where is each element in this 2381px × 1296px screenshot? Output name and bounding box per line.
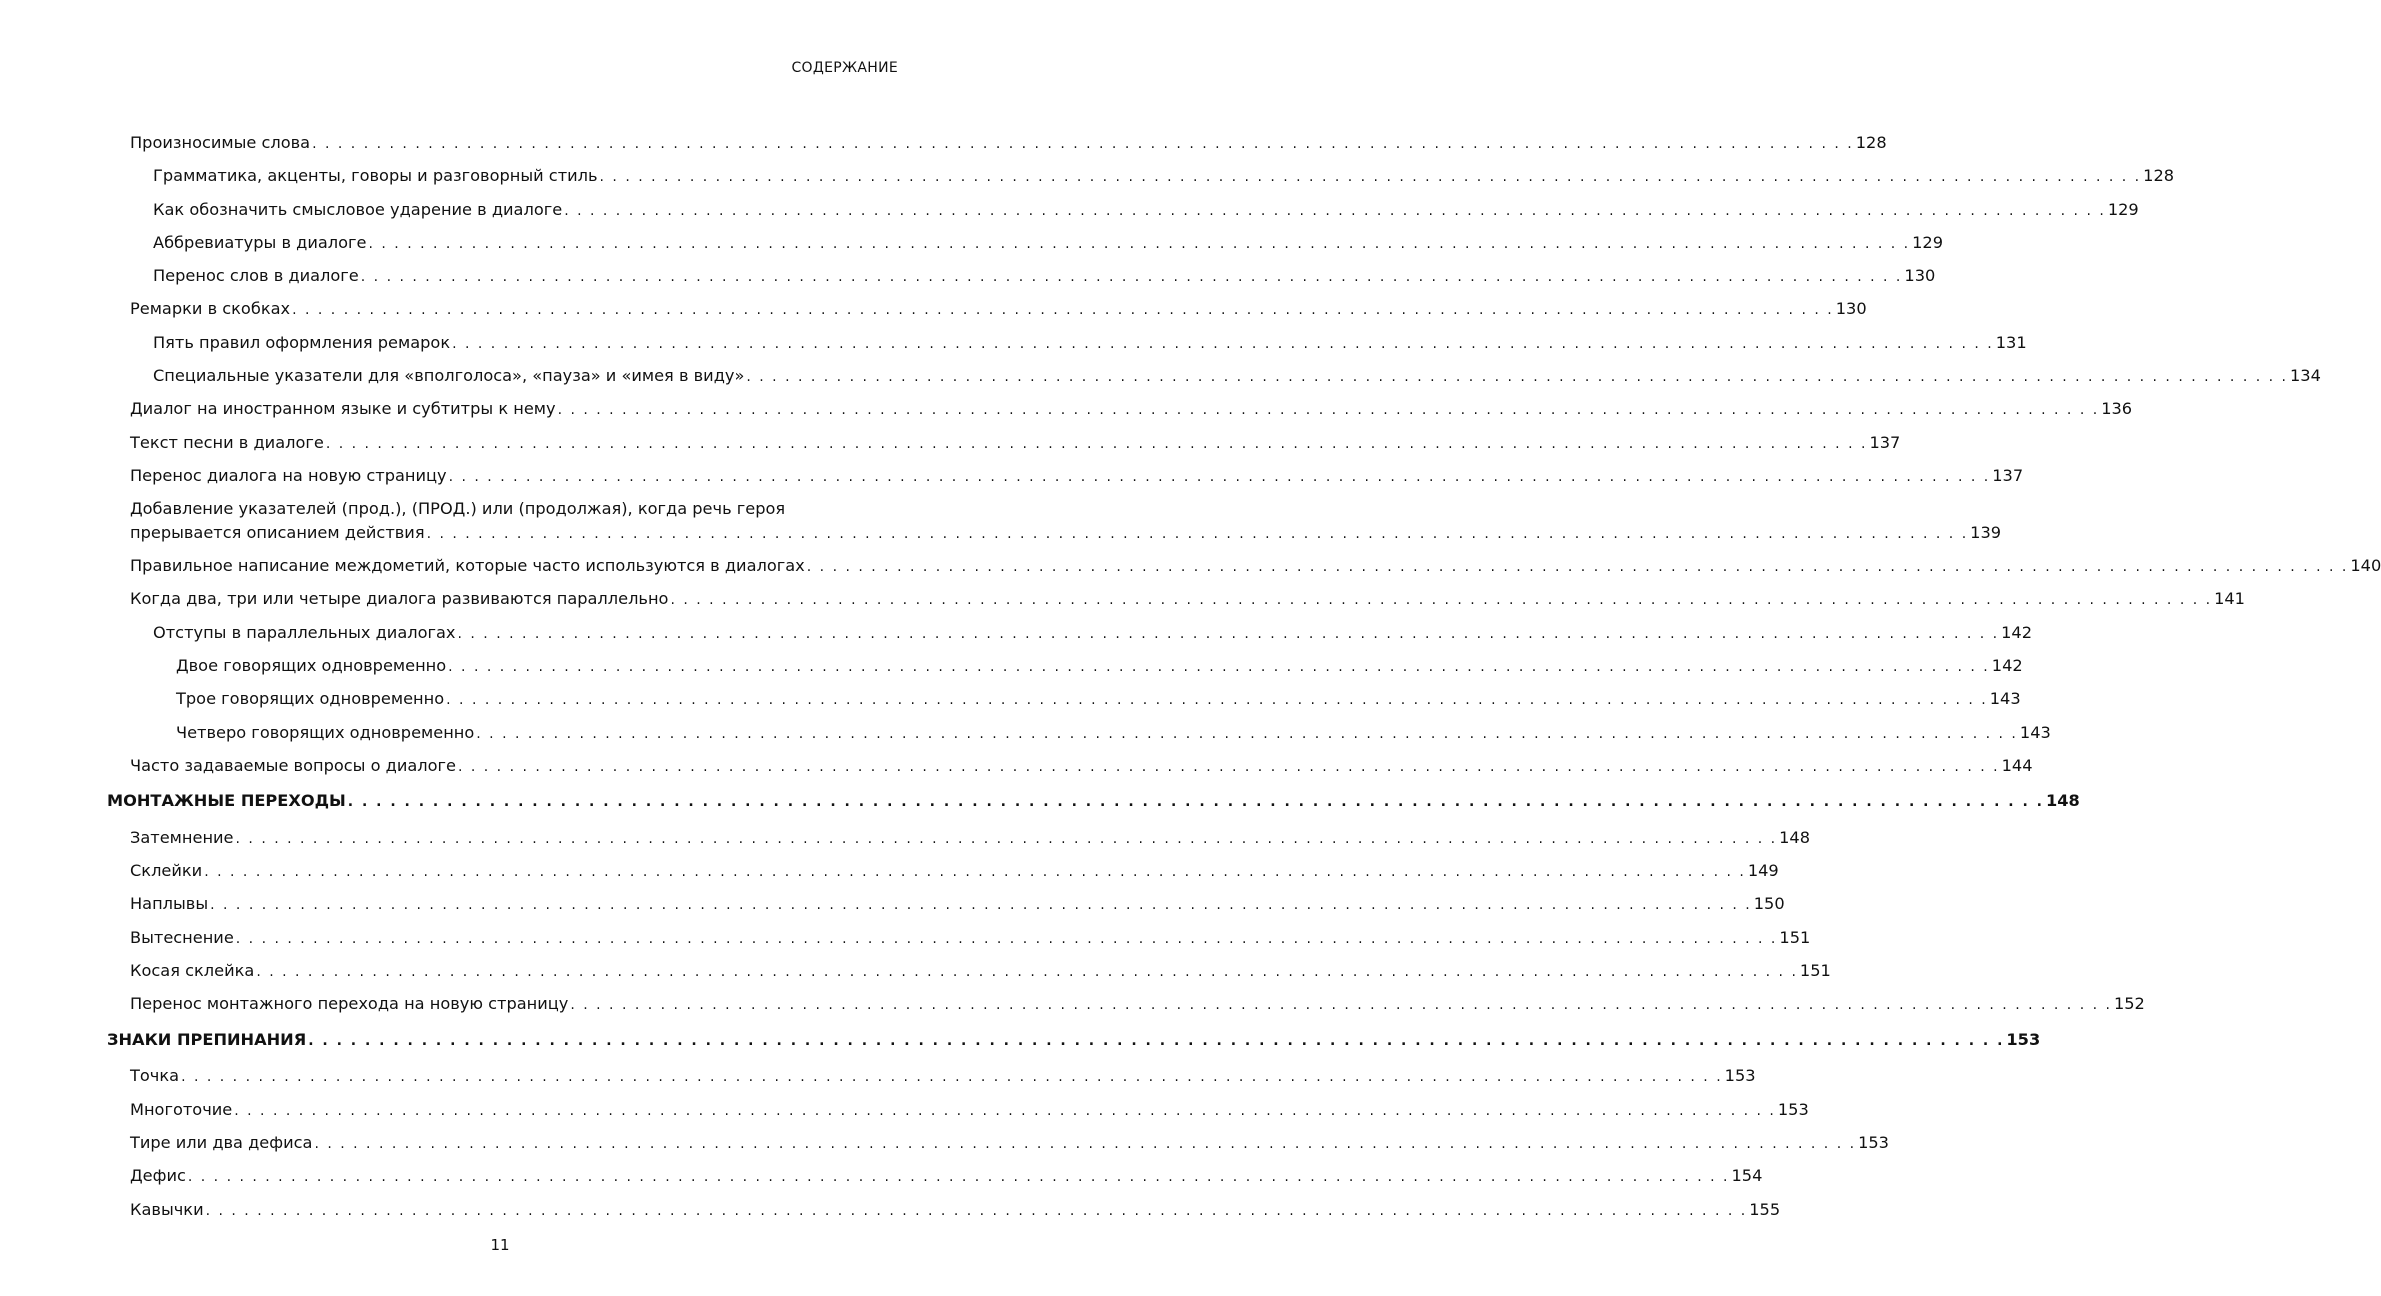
toc-entry-title: Наплывы: [130, 894, 209, 914]
dot-leader: [256, 961, 1798, 985]
toc-entry[interactable]: [107, 1198, 1781, 1224]
toc-entry-title: Вытеснение: [130, 927, 234, 947]
dot-leader: [458, 623, 2000, 647]
toc-entry[interactable]: [107, 431, 1901, 457]
toc-entry[interactable]: [107, 1164, 1763, 1190]
dot-leader: [476, 723, 2018, 747]
toc-entry[interactable]: [107, 497, 2002, 546]
toc-page-number: 153: [1777, 1099, 1809, 1119]
dot-leader: [314, 1133, 1856, 1157]
dot-leader: [369, 233, 1911, 257]
dot-leader: [234, 1100, 1776, 1124]
toc-page-number: 143: [1989, 689, 2021, 709]
dot-leader: [564, 200, 2106, 224]
toc-section-heading[interactable]: [107, 1028, 2041, 1054]
toc-page-number: 130: [1835, 299, 1867, 319]
toc-entry[interactable]: [107, 131, 1887, 157]
toc-entry[interactable]: [107, 1131, 1889, 1157]
toc-page-number: 142: [2001, 622, 2033, 642]
toc-entry-title: Дефис: [130, 1166, 186, 1186]
dot-leader: [452, 333, 1994, 357]
toc-page-number: 140: [2350, 556, 2381, 576]
toc-page-number: 129: [2107, 199, 2139, 219]
toc-entry-title: Специальные указатели для «вполголоса», «пауза» и «имея в виду»: [153, 366, 745, 386]
toc-entry[interactable]: [107, 926, 1811, 952]
toc-page-number: 141: [2214, 589, 2245, 609]
toc-entry[interactable]: [107, 621, 2033, 647]
toc-entry[interactable]: [107, 1064, 1756, 1090]
dot-leader: [448, 656, 1990, 680]
toc-page-number: 155: [1749, 1199, 1781, 1219]
toc-entry-title: Часто задаваемые вопросы о диалоге: [130, 755, 456, 775]
toc-page-number: 137: [1992, 465, 2024, 485]
toc-entry-title: МОНТАЖНЫЕ ПЕРЕХОДЫ: [107, 791, 346, 811]
toc-entry-title: Косая склейка: [130, 961, 255, 981]
dot-leader: [292, 299, 1834, 323]
toc-entry-title: Грамматика, акценты, говоры и разговорный стиль: [153, 166, 598, 186]
toc-entry[interactable]: [107, 297, 1867, 323]
toc-entry-title: Двое говорящих одновременно: [176, 655, 447, 675]
toc-entry[interactable]: [107, 959, 1831, 985]
toc-page-number: 142: [1991, 655, 2023, 675]
toc-entry[interactable]: [107, 331, 2027, 357]
toc-entry[interactable]: [107, 231, 1944, 257]
dot-leader: [188, 1166, 1730, 1190]
toc-page-number: 129: [1912, 232, 1944, 252]
toc-entry-title: Перенос слов в диалоге: [153, 266, 359, 286]
dot-leader: [308, 1030, 2004, 1054]
toc-entry[interactable]: [107, 892, 1785, 918]
toc-page-number: 134: [2289, 366, 2321, 386]
toc-entry[interactable]: [107, 397, 2133, 423]
dot-leader: [361, 266, 1903, 290]
toc-page-number: 152: [2113, 994, 2145, 1014]
toc-entry[interactable]: [107, 687, 2021, 713]
toc-entry-title: прерывается описанием действия: [130, 522, 425, 542]
dot-leader: [570, 994, 2112, 1018]
toc-entry[interactable]: [107, 1098, 1809, 1124]
toc-entry-title: Диалог на иностранном языке и субтитры к нему: [130, 399, 556, 419]
toc-page-number: 151: [1799, 961, 1831, 981]
toc-entry[interactable]: [107, 992, 2145, 1018]
dot-leader: [600, 166, 2142, 190]
toc-entry[interactable]: [107, 826, 1811, 852]
toc-entry[interactable]: [107, 587, 2245, 613]
dot-leader: [210, 894, 1752, 918]
dot-leader: [558, 399, 2100, 423]
dot-leader: [458, 756, 2000, 780]
toc-entry-title: Перенос диалога на новую страницу: [130, 465, 447, 485]
dot-leader: [326, 433, 1868, 457]
toc-page-number: 128: [1855, 133, 1887, 152]
toc-entry[interactable]: [107, 654, 2023, 680]
toc-entry[interactable]: [107, 198, 2139, 224]
toc-entry-title: Четверо говорящих одновременно: [176, 722, 475, 742]
dot-leader: [206, 1200, 1748, 1224]
dot-leader: [427, 523, 1969, 547]
toc-page-number: 153: [1858, 1132, 1889, 1152]
toc-page-number: 153: [1724, 1066, 1756, 1086]
toc-entry-title: Затемнение: [130, 827, 234, 847]
toc-page-number: 150: [1753, 894, 1785, 914]
table-of-contents: [107, 131, 2381, 1231]
page-number: 11: [490, 1236, 510, 1254]
toc-entry-title-line1: Добавление указателей (прод.), (ПРОД.) или (продолжая), когда речь героя: [130, 499, 786, 519]
toc-entry-title: Склейки: [130, 861, 203, 881]
dot-leader: [181, 1066, 1723, 1090]
toc-entry-title: Ремарки в скобках: [130, 299, 291, 319]
toc-page-number: 149: [1747, 861, 1779, 881]
dot-leader: [236, 828, 1778, 852]
toc-entry[interactable]: [107, 264, 1936, 290]
toc-entry-title: Когда два, три или четыре диалога развиваются параллельно: [130, 589, 669, 609]
toc-entry-title: Текст песни в диалоге: [130, 432, 324, 452]
toc-page-number: 128: [2143, 166, 2175, 186]
toc-entry[interactable]: [107, 554, 2381, 580]
dot-leader: [348, 791, 2044, 815]
dot-leader: [204, 861, 1746, 885]
toc-page-number: 143: [2019, 722, 2051, 742]
toc-entry-title: Как обозначить смысловое ударение в диалоге: [153, 199, 563, 219]
toc-entry-title: Произносимые слова: [130, 133, 311, 152]
dot-leader: [807, 556, 2349, 580]
toc-entry[interactable]: [107, 859, 1779, 885]
toc-page-number: 139: [1970, 522, 2002, 542]
toc-page-number: 148: [2046, 791, 2080, 811]
toc-page-number: 137: [1869, 432, 1901, 452]
toc-entry-title: Отступы в параллельных диалогах: [153, 622, 456, 642]
toc-page-number: 154: [1731, 1166, 1763, 1186]
toc-page-number: 151: [1779, 927, 1811, 947]
toc-entry-title: Тире или два дефиса: [130, 1132, 313, 1152]
toc-page-number: 131: [1995, 332, 2027, 352]
toc-entry-title: Правильное написание междометий, которые часто используются в диалогах: [130, 556, 805, 576]
toc-entry-title: ЗНАКИ ПРЕПИНАНИЯ: [107, 1029, 307, 1049]
dot-leader: [746, 366, 2288, 390]
dot-leader: [312, 133, 1854, 157]
running-header: СОДЕРЖАНИЕ: [791, 60, 898, 76]
dot-leader: [446, 689, 1988, 713]
toc-entry-title: Кавычки: [130, 1199, 204, 1219]
toc-entry[interactable]: [107, 364, 2321, 390]
toc-entry[interactable]: [107, 754, 2033, 780]
toc-section-heading[interactable]: [107, 789, 2080, 815]
toc-entry-title: Пять правил оформления ремарок: [153, 332, 451, 352]
toc-page-number: 130: [1904, 266, 1936, 286]
toc-page-number: 136: [2101, 399, 2133, 419]
dot-leader: [449, 466, 1991, 490]
toc-page-number: 153: [2006, 1029, 2041, 1049]
dot-leader: [670, 589, 2212, 613]
toc-entry-title: Многоточие: [130, 1099, 233, 1119]
toc-entry[interactable]: [107, 164, 2175, 190]
toc-page-number: 148: [1779, 827, 1811, 847]
dot-leader: [236, 928, 1778, 952]
toc-page-number: 144: [2001, 755, 2033, 775]
toc-entry-title: Трое говорящих одновременно: [176, 689, 445, 709]
toc-entry-title: Точка: [130, 1066, 180, 1086]
toc-entry[interactable]: [107, 721, 2051, 747]
toc-entry[interactable]: [107, 464, 2024, 490]
toc-entry-title: Аббревиатуры в диалоге: [153, 232, 367, 252]
toc-entry-title: Перенос монтажного перехода на новую страницу: [130, 994, 569, 1014]
